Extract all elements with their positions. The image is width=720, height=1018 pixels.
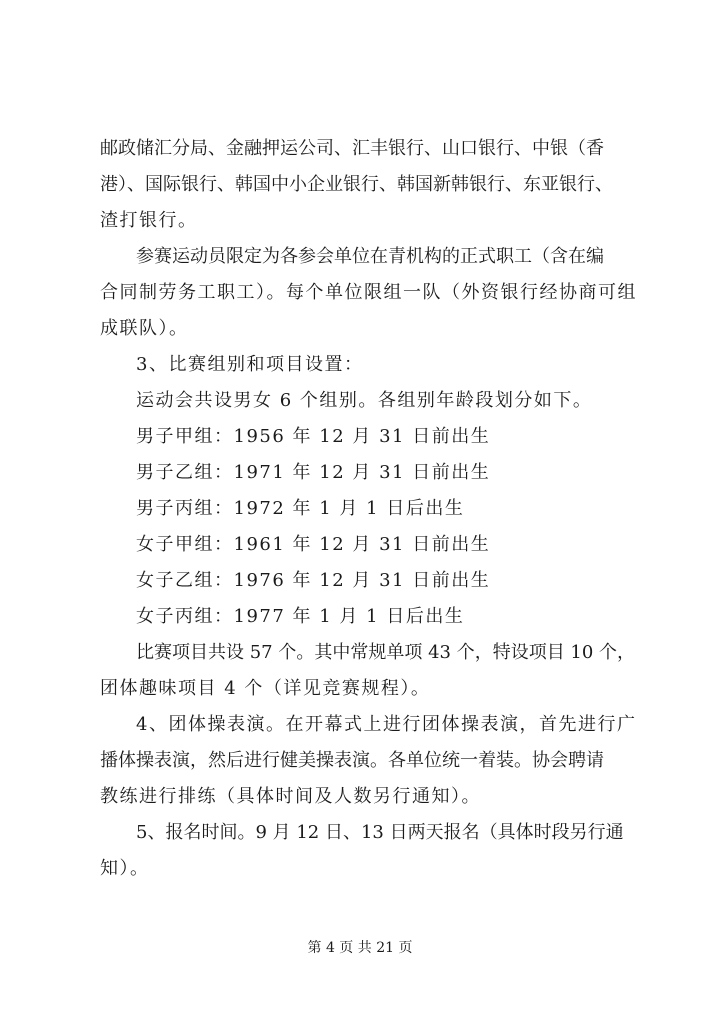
text-line: 港）、国际银行、韩国中小企业银行、韩国新韩银行、东亚银行、 bbox=[100, 174, 613, 195]
age-group-line: 女子丙组：1977 年 1 月 1 日后出生 bbox=[136, 606, 465, 627]
section-heading: 5、报名时间。9 月 12 日、13 日两天报名（具体时段另行通 bbox=[136, 822, 624, 843]
text-line: 运动会共设男女 6 个组别。各组别年龄段划分如下。 bbox=[136, 390, 593, 411]
text-line: 渣打银行。 bbox=[100, 210, 198, 231]
section-heading: 3、比赛组别和项目设置： bbox=[136, 354, 364, 375]
text-line: 知）。 bbox=[100, 858, 150, 879]
document-body bbox=[100, 131, 640, 887]
age-group-line: 男子乙组：1971 年 12 月 31 日前出生 bbox=[136, 462, 491, 483]
age-group-line: 女子乙组：1976 年 12 月 31 日前出生 bbox=[136, 570, 491, 591]
age-group-line: 男子甲组：1956 年 12 月 31 日前出生 bbox=[136, 426, 491, 447]
text-line: 团体趣味项目 4 个（详见竞赛规程）。 bbox=[100, 678, 431, 699]
text-line: 比赛项目共设 57 个。其中常规单项 43 个，特设项目 10 个， bbox=[136, 642, 636, 663]
age-group-line: 男子丙组：1972 年 1 月 1 日后出生 bbox=[136, 498, 465, 519]
text-line: 邮政储汇分局、金融押运公司、汇丰银行、山口银行、中银（香 bbox=[100, 138, 604, 159]
section-heading: 4、团体操表演。在开幕式上进行团体操表演，首先进行广 bbox=[136, 714, 637, 735]
text-line: 播体操表演，然后进行健美操表演。各单位统一着装。协会聘请 bbox=[100, 750, 604, 771]
text-line: 合同制劳务工职工）。每个单位限组一队（外资银行经协商可组 bbox=[100, 282, 637, 303]
page-number-footer: 第 4 页 共 21 页 bbox=[307, 940, 413, 956]
age-group-line: 女子甲组：1961 年 12 月 31 日前出生 bbox=[136, 534, 491, 555]
text-line: 成联队）。 bbox=[100, 318, 189, 339]
text-line: 教练进行排练（具体时间及人数另行通知）。 bbox=[100, 786, 481, 807]
text-line: 参赛运动员限定为各参会单位在青机构的正式职工（含在编 bbox=[136, 246, 604, 267]
